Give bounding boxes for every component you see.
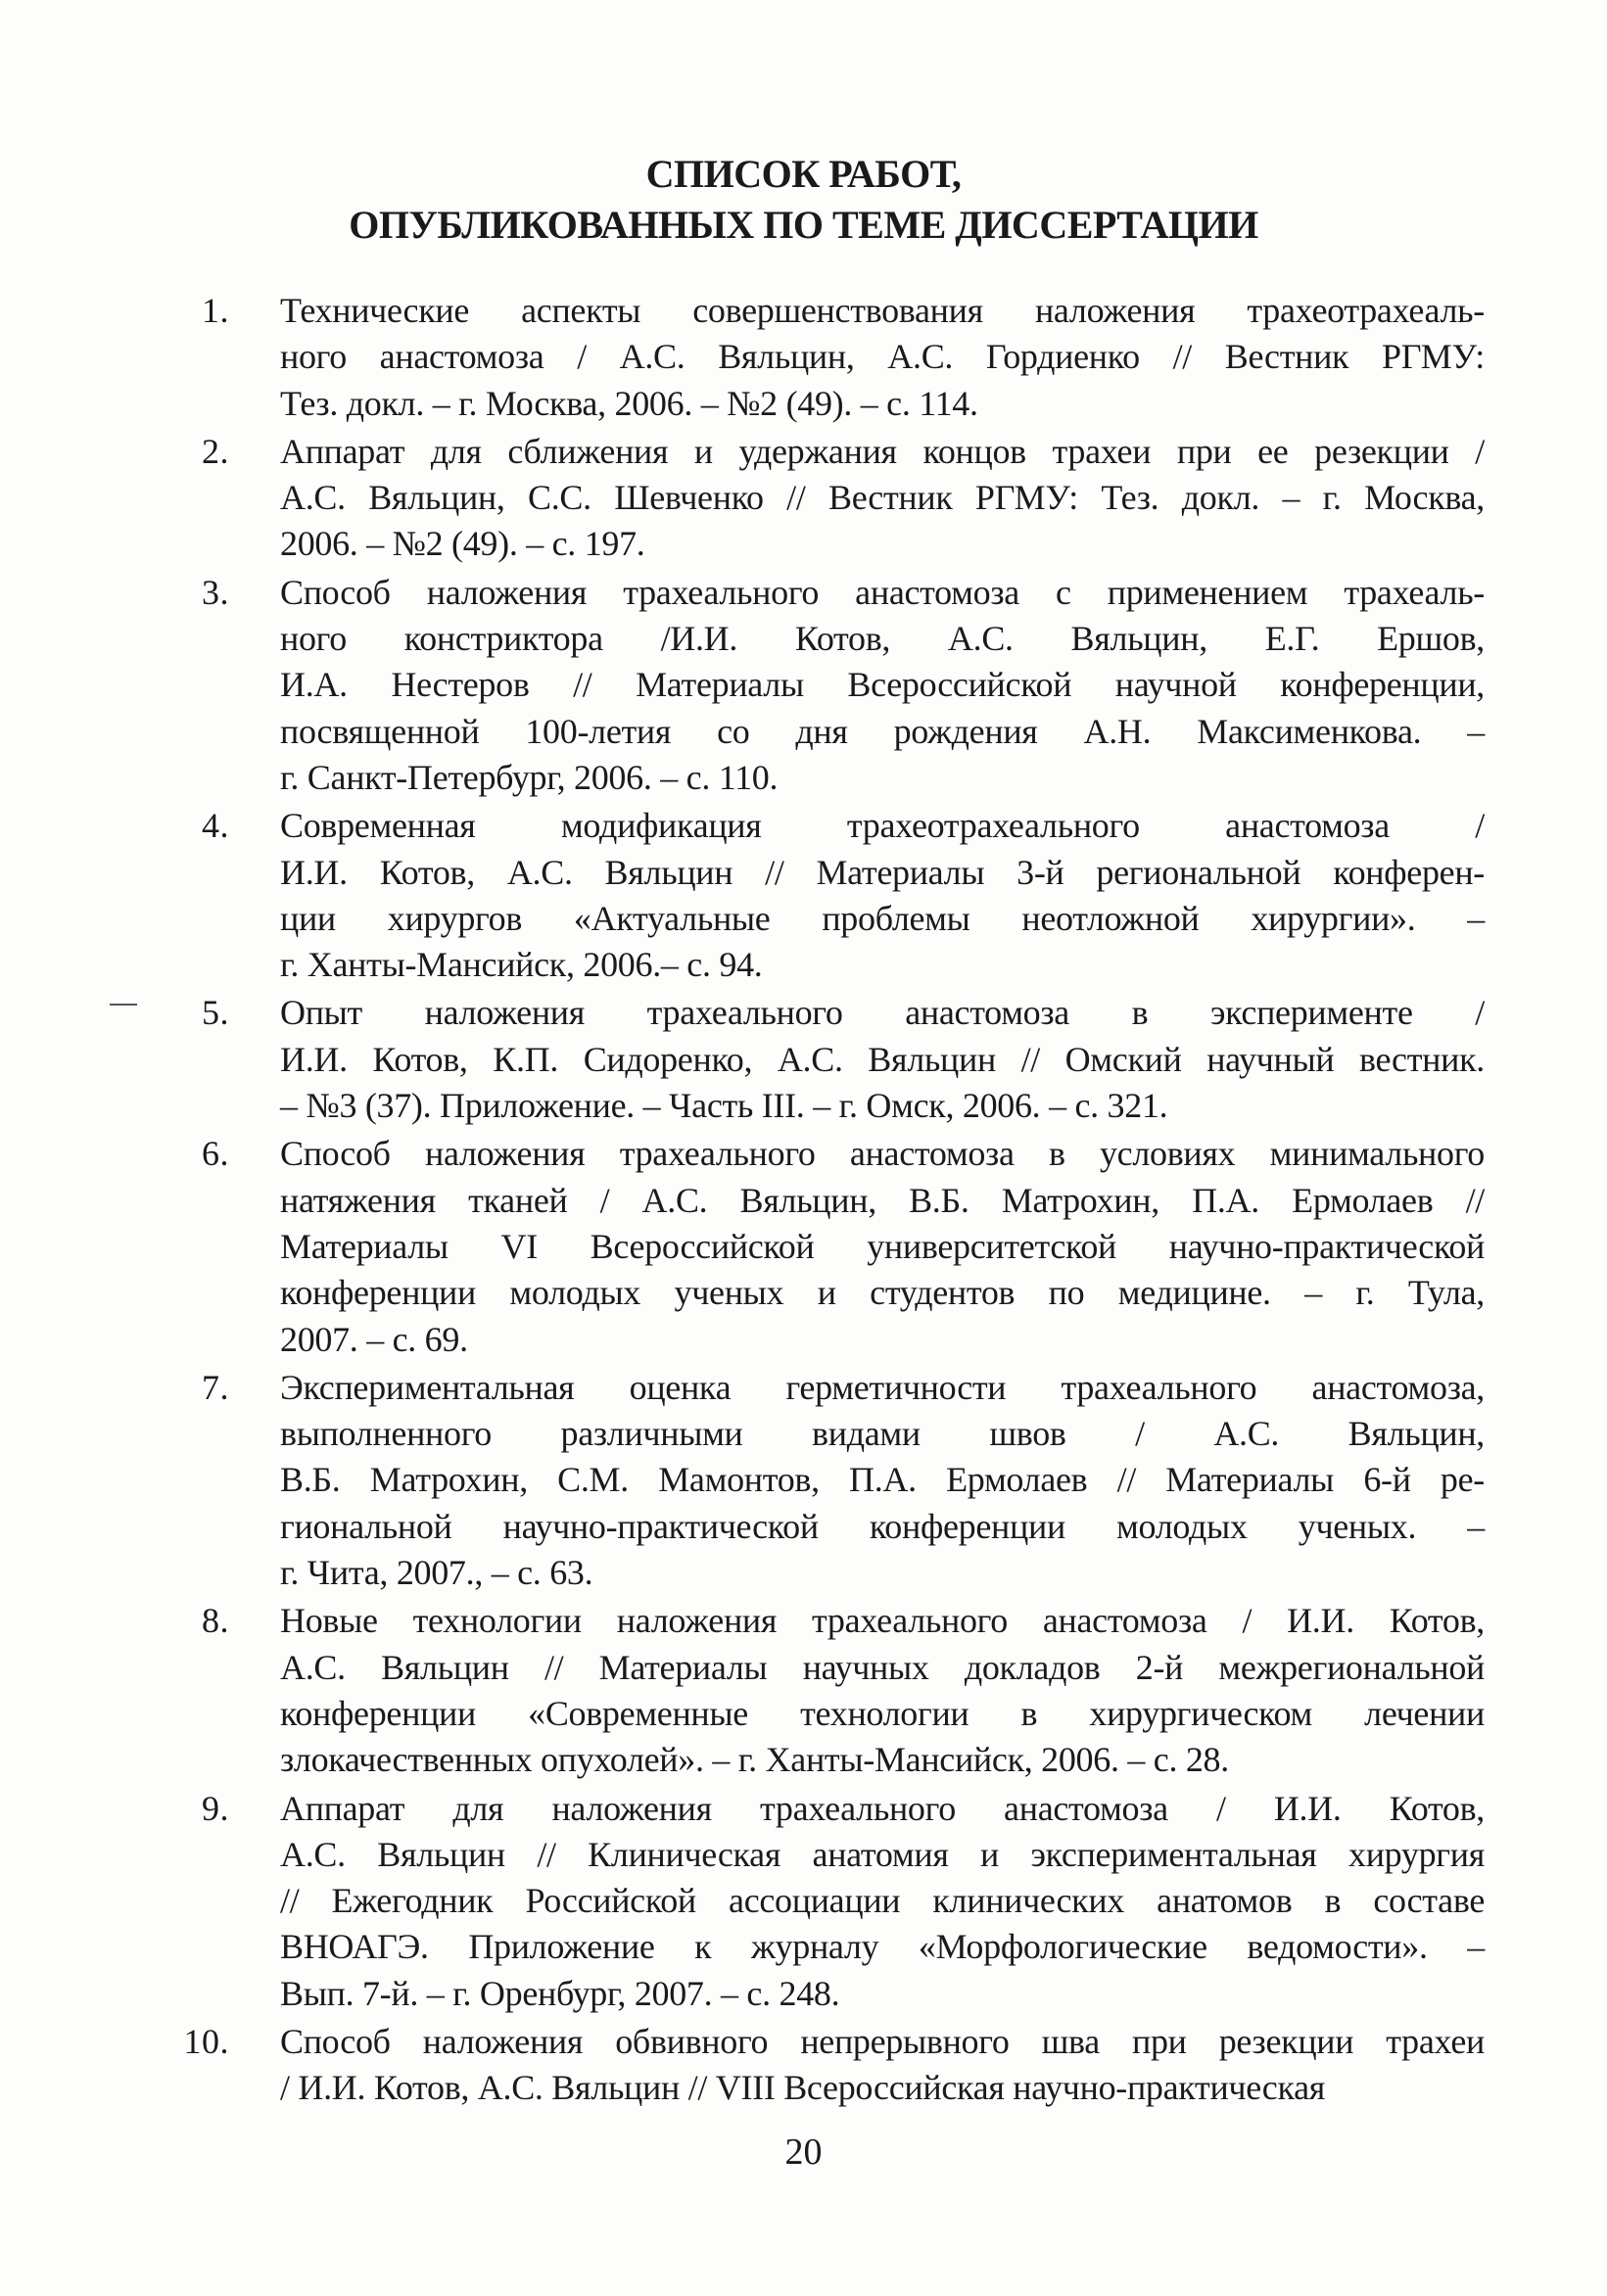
reference-number [143,2019,229,2065]
reference-number-label: 3. [202,572,229,612]
reference-line: Материалы VI Всероссийской университетской научно-практической [280,1226,1485,1266]
reference-number [143,288,229,334]
reference-text [280,1131,1485,1362]
reference-line: – №3 (37). Приложение. – Часть III. – г. Омск, 2006. – с. 321. [280,1086,1168,1126]
reference-number [143,1131,229,1177]
reference-item [143,429,1485,568]
reference-number [143,570,229,616]
reference-line: Опыт наложения трахеального анастомоза в эксперименте / [280,993,1485,1033]
reference-line: злокачественных опухолей». – г. Ханты-Мансийск, 2006. – с. 28. [280,1740,1229,1780]
page-title [0,149,1607,251]
reference-number [143,990,229,1036]
reference-line: А.С. Вяльцин // Материалы научных докладов 2-й межрегиональной [280,1647,1485,1687]
reference-line: Способ наложения обвивного непрерывного шва при резекции трахеи [280,2021,1485,2061]
reference-line: Аппарат для наложения трахеального анастомоза / И.И. Котов, [280,1788,1485,1828]
reference-number-label: 4. [202,806,229,846]
reference-item [143,1131,1485,1362]
reference-item [143,1786,1485,2017]
reference-text [280,1365,1485,1596]
reference-number-label: 9. [202,1788,229,1828]
reference-item [143,1365,1485,1596]
reference-line: г. Ханты-Мансийск, 2006.– с. 94. [280,945,763,985]
reference-text [280,429,1485,568]
reference-item [143,288,1485,427]
reference-item [143,2019,1485,2112]
reference-list [143,288,1485,2114]
reference-number [143,429,229,475]
reference-line: Способ наложения трахеального анастомоза в условиях минимального [280,1134,1485,1174]
title-line-2: ОПУБЛИКОВАННЫХ ПО ТЕМЕ ДИССЕРТАЦИИ [349,203,1258,247]
reference-line: И.И. Котов, А.С. Вяльцин // Материалы 3-й региональной конферен- [280,852,1485,892]
reference-text [280,2019,1485,2112]
reference-line: Технические аспекты совершенствования наложения трахеотрахеаль- [280,291,1485,330]
reference-line: И.И. Котов, К.П. Сидоренко, А.С. Вяльцин // Омский научный вестник. [280,1039,1485,1079]
reference-line: В.Б. Матрохин, С.М. Мамонтов, П.А. Ермолаев // Материалы 6-й ре- [280,1460,1485,1500]
reference-line: Вып. 7-й. – г. Оренбург, 2007. – с. 248. [280,1973,840,2013]
reference-line: / И.И. Котов, А.С. Вяльцин // VIII Всероссийская научно-практическая [280,2068,1326,2108]
reference-number-label: 6. [202,1134,229,1174]
reference-line: ВНОАГЭ. Приложение к журналу «Морфологические ведомости». – [280,1927,1485,1967]
page-number: 20 [784,2132,823,2173]
reference-line: А.С. Вяльцин // Клиническая анатомия и экспериментальная хирургия [280,1834,1485,1874]
reference-text [280,288,1485,427]
reference-line: Новые технологии наложения трахеального анастомоза / И.И. Котов, [280,1601,1485,1641]
reference-number [143,1786,229,1832]
reference-line: Экспериментальная оценка герметичности трахеального анастомоза, [280,1367,1485,1407]
reference-line: Тез. докл. – г. Москва, 2006. – №2 (49). – с. 114. [280,383,978,423]
reference-number [143,1598,229,1644]
reference-line: // Ежегодник Российской ассоциации клинических анатомов в составе [280,1881,1485,1921]
reference-line: г. Санкт-Петербург, 2006. – с. 110. [280,757,779,797]
reference-line: конференции молодых ученых и студентов по медицине. – г. Тула, [280,1273,1485,1313]
margin-pencil-mark [110,1004,137,1006]
reference-line: выполненного различными видами швов / А.С. Вяльцин, [280,1414,1485,1454]
reference-text [280,1786,1485,2017]
reference-number-label: 1. [202,291,229,330]
reference-number-label: 7. [202,1367,229,1407]
reference-number-label: 8. [202,1601,229,1641]
reference-line: г. Чита, 2007., – с. 63. [280,1553,593,1593]
reference-number-label: 10. [183,2021,229,2061]
reference-item [143,1598,1485,1783]
reference-line: посвященной 100-летия со дня рождения А.Н. Максименкова. – [280,711,1485,751]
reference-number [143,803,229,849]
reference-line: ного констриктора /И.И. Котов, А.С. Вяльцин, Е.Г. Ершов, [280,619,1485,659]
reference-text [280,570,1485,801]
reference-text [280,990,1485,1129]
title-line-1: СПИСОК РАБОТ, [645,152,962,196]
reference-line: А.С. Вяльцин, С.С. Шевченко // Вестник РГМУ: Тез. докл. – г. Москва, [280,478,1485,518]
reference-text [280,803,1485,988]
reference-line: натяжения тканей / А.С. Вяльцин, В.Б. Матрохин, П.А. Ермолаев // [280,1180,1485,1220]
reference-line: гиональной научно-практической конференции молодых ученых. – [280,1506,1485,1546]
reference-line: Способ наложения трахеального анастомоза с применением трахеаль- [280,572,1485,612]
reference-line: ного анастомоза / А.С. Вяльцин, А.С. Гордиенко // Вестник РГМУ: [280,337,1485,377]
reference-line: И.А. Нестеров // Материалы Всероссийской научной конференции, [280,665,1485,705]
reference-line: Современная модификация трахеотрахеального анастомоза / [280,806,1485,846]
reference-text [280,1598,1485,1783]
reference-number [143,1365,229,1411]
reference-line: ции хирургов «Актуальные проблемы неотложной хирургии». – [280,898,1485,938]
reference-line: конференции «Современные технологии в хирургическом лечении [280,1693,1485,1733]
reference-line: 2006. – №2 (49). – с. 197. [280,524,645,564]
reference-item [143,803,1485,988]
reference-line: Аппарат для сближения и удержания концов трахеи при ее резекции / [280,431,1485,471]
reference-number-label: 2. [202,431,229,471]
reference-item [143,570,1485,801]
reference-number-label: 5. [202,993,229,1033]
reference-item [143,990,1485,1129]
reference-line: 2007. – с. 69. [280,1319,468,1359]
